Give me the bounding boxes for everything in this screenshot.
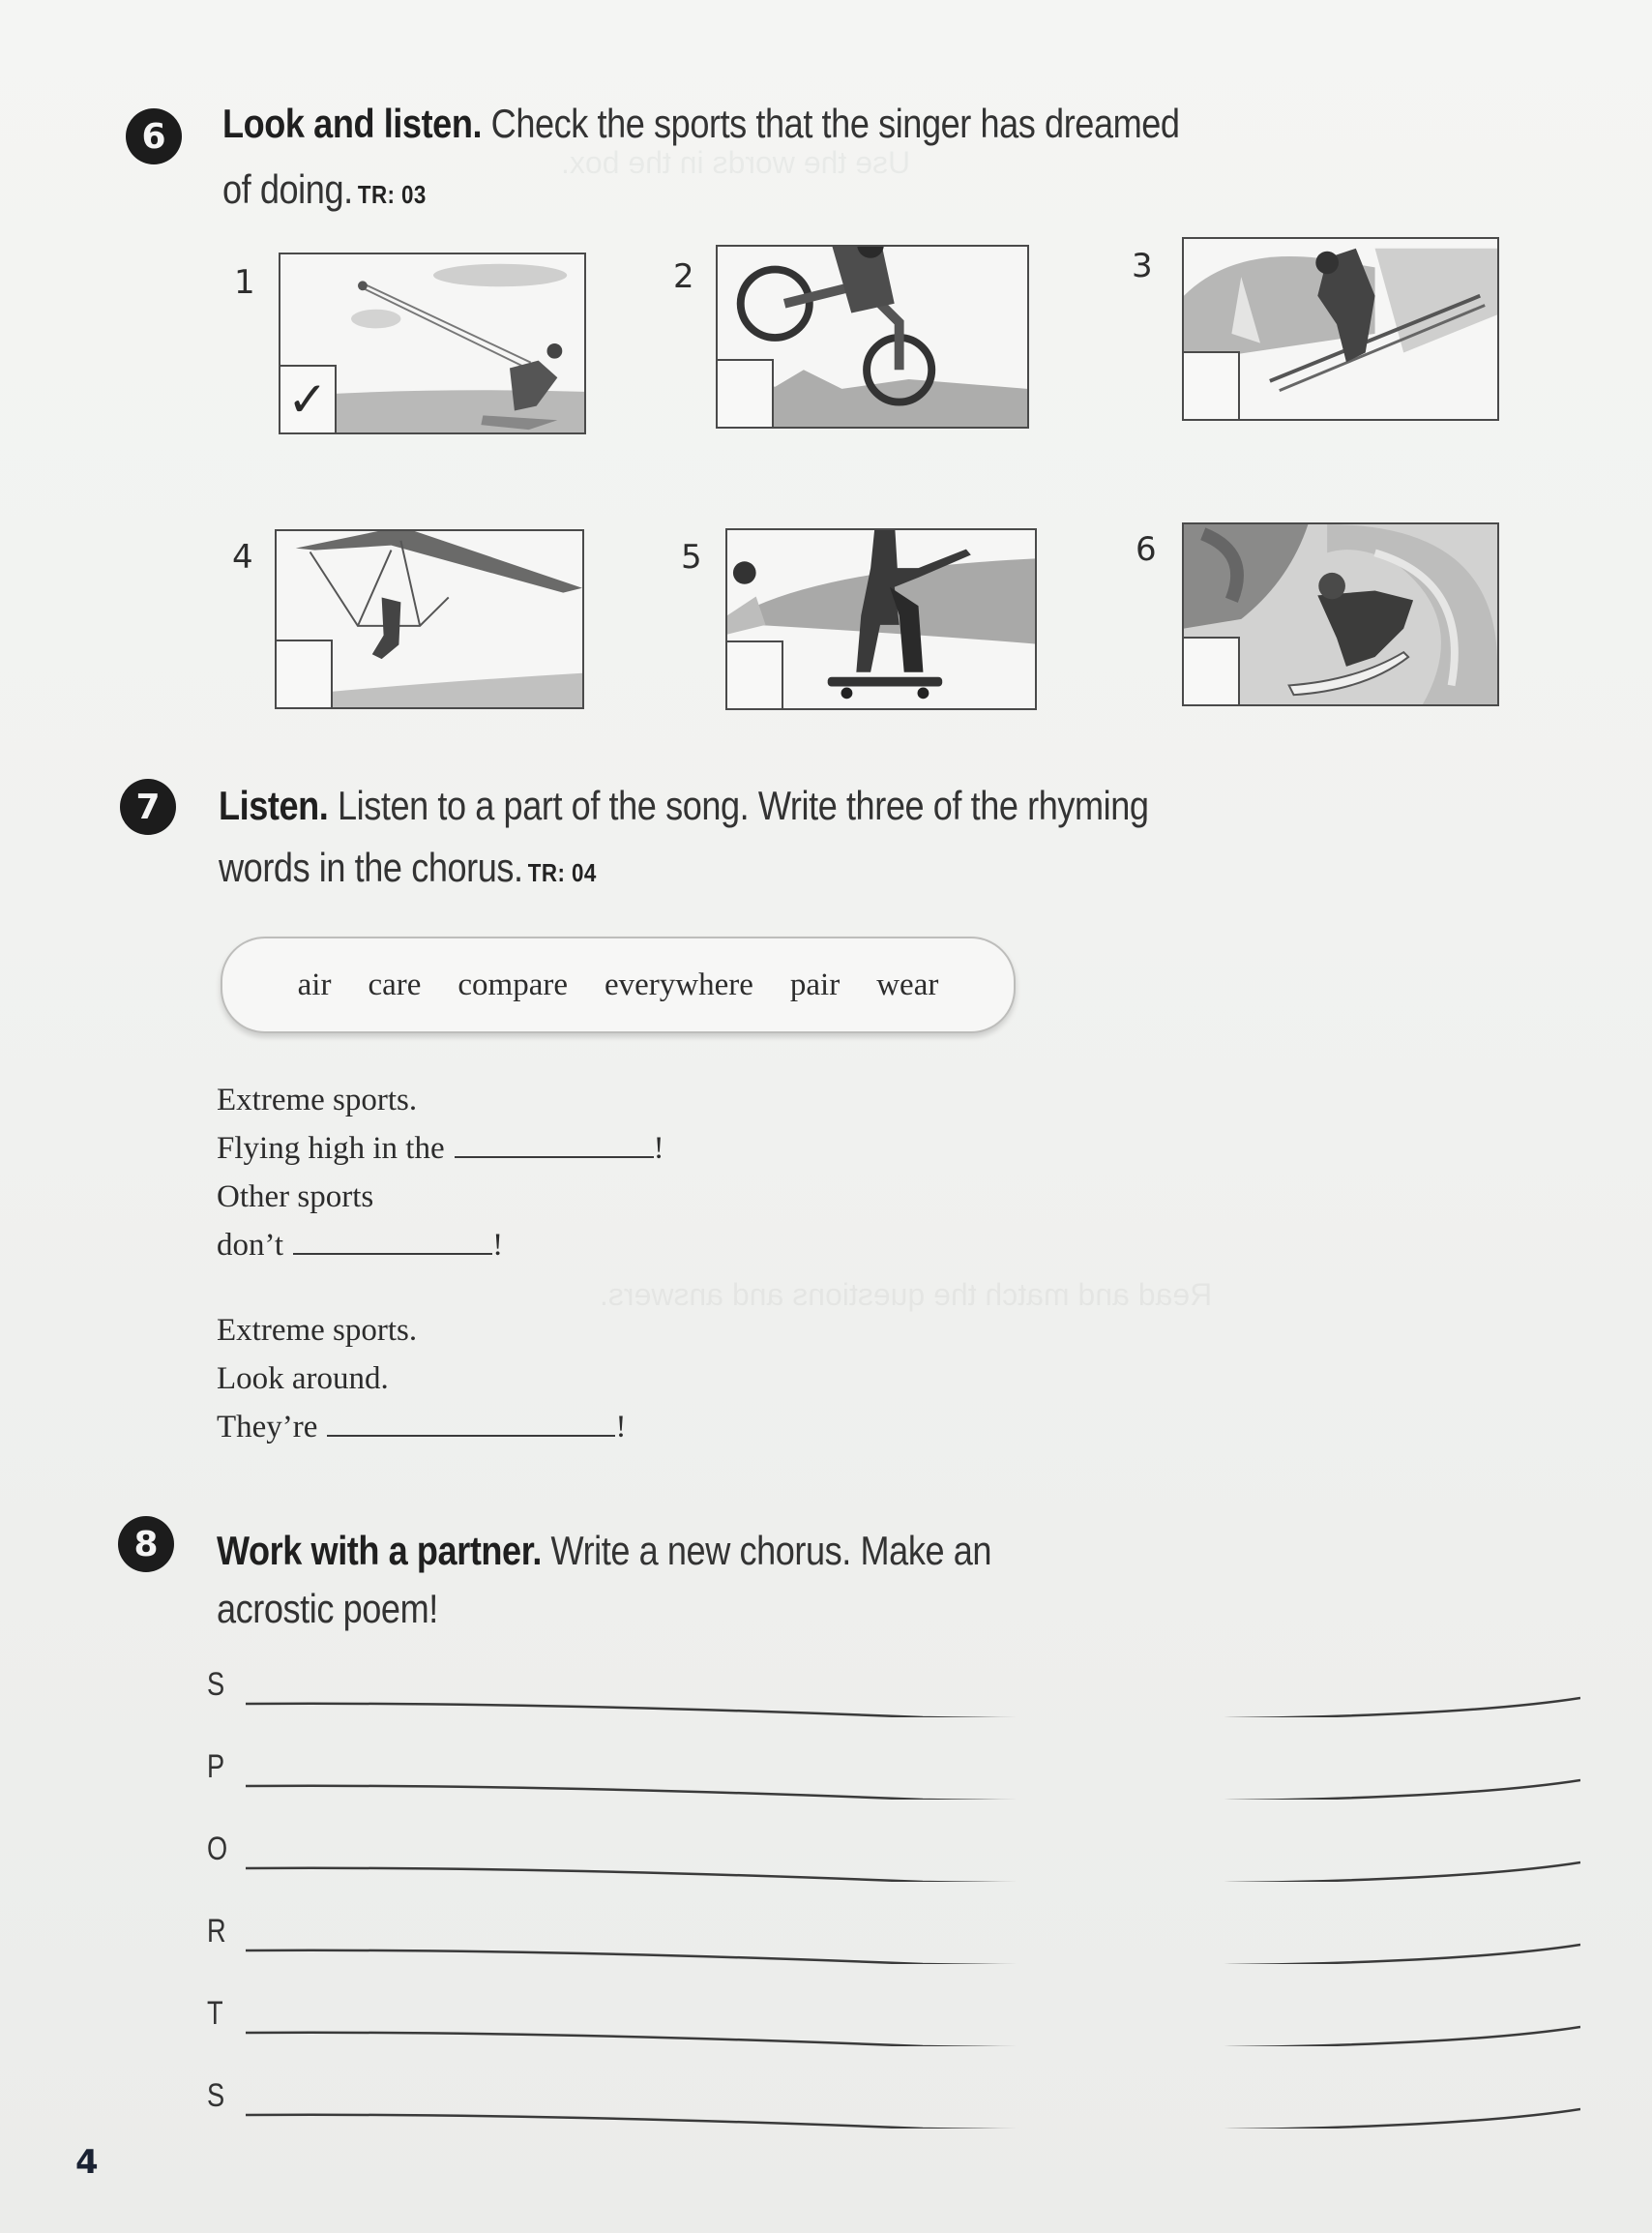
answer-blank-1[interactable] (455, 1131, 654, 1158)
verse-punctuation: ! (492, 1228, 504, 1263)
picture-surfing (1182, 522, 1499, 706)
acrostic-letter: S (207, 1666, 225, 1703)
acrostic-row-t (207, 1988, 1561, 2046)
word-bank-item: care (368, 967, 422, 1002)
instruction-text: of doing. (222, 166, 353, 212)
instruction-lead: Look and listen. (222, 101, 483, 146)
picture-number: 1 (234, 263, 255, 302)
verse-line (217, 1124, 664, 1173)
verse-line (217, 1173, 664, 1221)
chorus-verse-1 (217, 1076, 664, 1269)
activity-8-instruction (217, 1519, 991, 1583)
acrostic-letter: O (207, 1831, 228, 1867)
acrostic-row-s (207, 1659, 1561, 1717)
answer-blank-3[interactable] (327, 1410, 615, 1437)
picture-number: 3 (1132, 247, 1153, 285)
verse-line (217, 1306, 626, 1355)
picture-skateboarding (725, 528, 1037, 710)
word-bank-item: compare (457, 967, 568, 1002)
chorus-verse-2 (217, 1306, 626, 1451)
picture-number: 5 (681, 538, 702, 577)
picture-3-checkbox[interactable] (1182, 351, 1240, 421)
verse-line (217, 1221, 664, 1269)
picture-4-checkbox[interactable] (275, 640, 333, 709)
acrostic-letter: P (207, 1748, 225, 1785)
acrostic-answer-line-2[interactable] (246, 1742, 1580, 1800)
picture-skiing (1182, 237, 1499, 421)
checkmark-icon: ✓ (287, 372, 328, 428)
picture-1-checkbox[interactable] (279, 365, 337, 434)
verse-line (217, 1403, 626, 1451)
word-bank-item: air (297, 967, 332, 1002)
picture-hang-gliding (275, 529, 584, 709)
acrostic-row-r (207, 1906, 1561, 1964)
instruction-text: Write a new chorus. Make an (550, 1528, 992, 1573)
instruction-text: Check the sports that the singer has dreamed (490, 101, 1180, 146)
verse-text: Other sports (217, 1179, 374, 1214)
answer-blank-2[interactable] (293, 1228, 492, 1255)
verse-text: Extreme sports. (217, 1083, 418, 1117)
verse-text: don’t (217, 1228, 284, 1263)
track-label: TR: 03 (357, 180, 427, 209)
word-bank-item: pair (789, 967, 841, 1002)
word-bank-item: everywhere (605, 967, 753, 1002)
verse-line (217, 1076, 664, 1124)
activity-8-instruction-line2 (217, 1577, 438, 1641)
acrostic-answer-line-6[interactable] (246, 2070, 1580, 2129)
acrostic-answer-line-3[interactable] (246, 1824, 1580, 1882)
acrostic-answer-line-5[interactable] (246, 1988, 1580, 2046)
acrostic-letter: T (207, 1995, 223, 2032)
instruction-text: Listen to a part of the song. Write three of the rhyming (338, 783, 1149, 828)
acrostic-row-p (207, 1742, 1561, 1800)
verse-text: Extreme sports. (217, 1313, 418, 1348)
instruction-text: words in the chorus. (219, 845, 523, 890)
instruction-lead: Work with a partner. (217, 1528, 542, 1573)
activity-7-instruction (219, 774, 1149, 838)
acrostic-answer-line-1[interactable] (246, 1659, 1580, 1717)
picture-2-checkbox[interactable] (716, 359, 774, 429)
acrostic-row-o (207, 1824, 1561, 1882)
acrostic-row-s2 (207, 2070, 1561, 2129)
picture-number: 4 (232, 538, 253, 577)
picture-6-checkbox[interactable] (1182, 637, 1240, 706)
acrostic-letter: R (207, 1913, 226, 1950)
track-label: TR: 04 (527, 858, 597, 887)
verse-text: Look around. (217, 1361, 389, 1396)
activity-6-instruction-line2 (222, 158, 427, 226)
picture-number: 2 (673, 257, 694, 296)
verse-line (217, 1355, 626, 1403)
activity-number-badge: 7 (120, 779, 176, 835)
activity-6-instruction (222, 92, 1180, 156)
verse-text: They’re (217, 1410, 318, 1444)
verse-text: Flying high in the (217, 1131, 445, 1166)
acrostic-answer-line-4[interactable] (246, 1906, 1580, 1964)
page-number: 4 (75, 2143, 99, 2182)
verse-punctuation: ! (653, 1131, 664, 1166)
word-bank-item: wear (876, 967, 939, 1002)
word-bank (221, 937, 1016, 1033)
activity-number-badge: 8 (118, 1516, 174, 1572)
verse-punctuation: ! (615, 1410, 627, 1444)
picture-kitesurfing (279, 253, 586, 434)
picture-motocross (716, 245, 1029, 429)
acrostic-letter: S (207, 2077, 225, 2114)
instruction-lead: Listen. (219, 783, 329, 828)
bleed-through-text (600, 1277, 1212, 1313)
instruction-text: acrostic poem! (217, 1586, 438, 1631)
picture-number: 6 (1136, 530, 1157, 569)
picture-5-checkbox[interactable] (725, 640, 783, 710)
activity-7-instruction-line2 (219, 836, 597, 905)
activity-number-badge: 6 (126, 108, 182, 164)
